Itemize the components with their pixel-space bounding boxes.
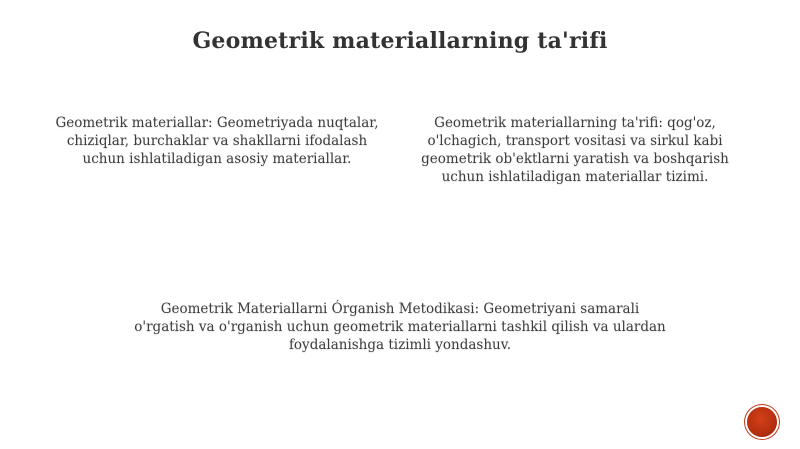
text-box-bottom: Geometrik Materiallarni Órganish Metodikasi: Geometriyani samarali o'rgatish va o'rganish uchun geometrik materiallarni tashkil qilish va ulardan foydalanishga tizimli yondashuv.	[134, 301, 666, 353]
slide-title: Geometrik materiallarning ta'rifi	[192, 28, 608, 54]
text-box-right: Geometrik materiallarning ta'rifi: qog'oz, o'lchagich, transport vositasi va sirkul kabi geometrik ob'ektlarni yaratish va boshqarish uchun ishlatiladigan materiallar tizimi.	[421, 115, 729, 185]
circle-next-icon[interactable]	[747, 407, 777, 437]
text-box-left: Geometrik materiallar: Geometriyada nuqtalar, chiziqlar, burchaklar va shakllarni ifodalash uchun ishlatiladigan asosiy materiallar.	[55, 115, 379, 167]
